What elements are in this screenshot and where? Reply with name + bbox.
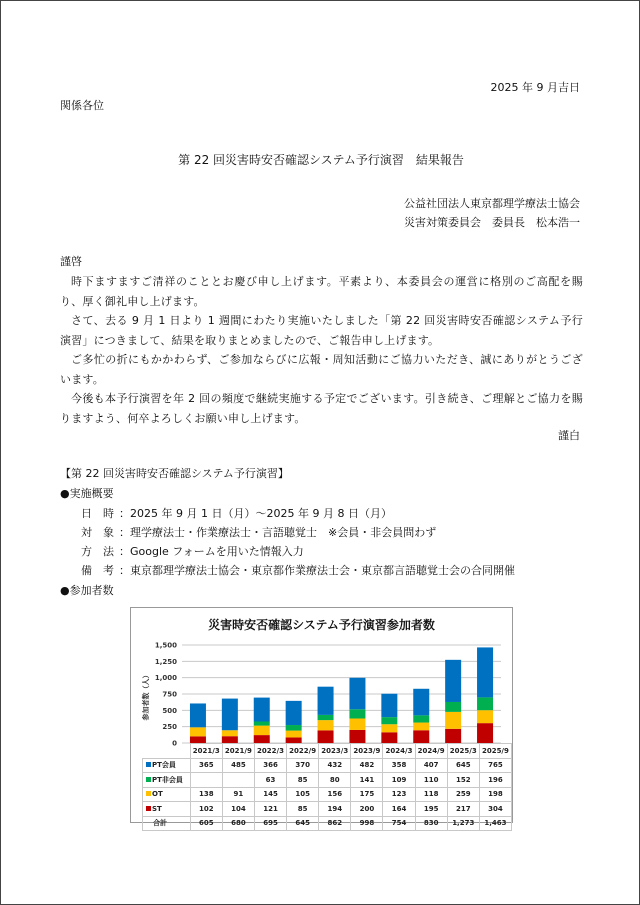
- data-label: 485: [222, 758, 254, 773]
- legend-entry: [143, 787, 191, 802]
- table-row: [143, 787, 512, 802]
- bar-segment-ST: [445, 729, 461, 743]
- y-tick-label: 0: [172, 739, 177, 748]
- document-date: 2025 年 9 月吉日: [490, 81, 580, 94]
- data-label: 194: [319, 802, 351, 817]
- data-label: 358: [383, 758, 415, 773]
- row-value: ：2025 年 9 月 1 日（月）～2025 年 9 月 8 日（月）: [119, 507, 392, 520]
- x-tick-label: 2023/3: [319, 744, 351, 759]
- y-axis-label: 参加者数（人）: [142, 671, 150, 721]
- x-tick-label: 2024/9: [415, 744, 447, 759]
- data-label: 765: [479, 758, 511, 773]
- y-tick-label: 250: [162, 723, 177, 732]
- sender-name: 災害対策委員会 委員長 松本浩一: [404, 216, 580, 229]
- y-tick-label: 1,250: [154, 657, 177, 666]
- overview-row-target: [81, 526, 436, 540]
- data-label: 862: [319, 816, 351, 831]
- addressee: 関係各位: [60, 99, 104, 112]
- summary-heading: 【第 22 回災害時安否確認システム予行演習】: [60, 467, 289, 480]
- data-label: 200: [351, 802, 383, 817]
- bar-segment-PT会員: [477, 647, 493, 697]
- bar-segment-OT: [254, 726, 270, 735]
- data-label: 366: [254, 758, 286, 773]
- data-label: 754: [383, 816, 415, 831]
- bar-segment-ST: [381, 732, 397, 743]
- data-label: 195: [415, 802, 447, 817]
- bar-segment-PT会員: [381, 694, 397, 717]
- data-label: 91: [222, 787, 254, 802]
- bar-segment-ST: [222, 736, 238, 743]
- bar-segment-OT: [222, 730, 238, 736]
- data-label: 109: [383, 773, 415, 788]
- bar-segment-PT非会員: [318, 715, 334, 720]
- data-label: 121: [254, 802, 286, 817]
- overview-row-notes: [81, 564, 515, 578]
- bar-segment-ST: [190, 736, 206, 743]
- body-paragraph: 今後も本予行演習を年 2 回の頻度で継続実施する予定でございます。引き続き、ご理解とご協力を賜りますよう、何卒よろしくお願い申し上げます。: [60, 392, 583, 425]
- bar-segment-ST: [318, 730, 334, 743]
- data-label: 259: [447, 787, 479, 802]
- bar-segment-PT会員: [222, 699, 238, 731]
- table-row: [143, 773, 512, 788]
- data-label: 1,463: [479, 816, 511, 831]
- bar-segment-OT: [286, 731, 302, 738]
- y-tick-label: 500: [162, 706, 177, 715]
- data-label: 196: [479, 773, 511, 788]
- legend-entry: [143, 802, 191, 817]
- x-tick-label: 2021/9: [222, 744, 254, 759]
- legend-entry: [143, 758, 191, 773]
- x-tick-label: 2021/3: [190, 744, 222, 759]
- bar-segment-ST: [413, 730, 429, 743]
- bar-segment-OT: [190, 727, 206, 736]
- chart-plot: [131, 608, 512, 748]
- y-tick-label: 1,500: [154, 641, 177, 650]
- data-label: 110: [415, 773, 447, 788]
- bar-segment-PT非会員: [381, 717, 397, 724]
- bar-segment-OT: [477, 710, 493, 723]
- bar-segment-PT会員: [190, 703, 206, 727]
- bar-segment-ST: [349, 730, 365, 743]
- data-label: 482: [351, 758, 383, 773]
- table-row: [143, 802, 512, 817]
- bar-segment-OT: [318, 720, 334, 730]
- body-paragraph: さて、去る 9 月 1 日より 1 週間にわたり実施いたしました「第 22 回災害時安否確認システム予行演習」につきまして、結果を取りまとめましたので、ご報告申し上げます。: [60, 314, 583, 347]
- data-label: 118: [415, 787, 447, 802]
- bar-segment-OT: [381, 724, 397, 732]
- data-label: 63: [254, 773, 286, 788]
- legend-label: 合計: [153, 819, 167, 828]
- legend-swatch: [146, 791, 151, 796]
- y-tick-label: 1,000: [154, 674, 177, 683]
- bar-segment-ST: [477, 723, 493, 743]
- bar-segment-PT会員: [286, 701, 302, 725]
- chart-data-table: [142, 743, 512, 831]
- data-label: 304: [479, 802, 511, 817]
- bar-segment-PT会員: [349, 678, 365, 709]
- row-label: 対 象: [81, 526, 114, 539]
- data-label: 217: [447, 802, 479, 817]
- legend-swatch: [146, 806, 151, 811]
- participants-heading: ●参加者数: [60, 584, 114, 597]
- legend-label: ST: [152, 804, 162, 813]
- data-label: 645: [287, 816, 319, 831]
- overview-row-method: [81, 545, 304, 559]
- data-label: 164: [383, 802, 415, 817]
- data-label: 102: [190, 802, 222, 817]
- bar-segment-OT: [413, 723, 429, 731]
- bar-segment-PT非会員: [286, 725, 302, 731]
- data-label: 141: [351, 773, 383, 788]
- data-label: 645: [447, 758, 479, 773]
- bar-segment-PT非会員: [477, 697, 493, 710]
- data-label: 123: [383, 787, 415, 802]
- table-corner: [143, 744, 191, 759]
- bar-segment-PT会員: [254, 698, 270, 722]
- data-label: 1,273: [447, 816, 479, 831]
- x-tick-label: 2025/9: [479, 744, 511, 759]
- letter-body: [60, 272, 583, 428]
- legend-entry: [143, 773, 191, 788]
- data-label: 407: [415, 758, 447, 773]
- data-label: 85: [287, 802, 319, 817]
- data-label: 145: [254, 787, 286, 802]
- data-label: 175: [351, 787, 383, 802]
- data-label: 152: [447, 773, 479, 788]
- x-tick-label: 2023/9: [351, 744, 383, 759]
- data-label: 138: [190, 787, 222, 802]
- bar-segment-PT非会員: [254, 722, 270, 726]
- bar-segment-PT非会員: [349, 709, 365, 718]
- data-label: 605: [190, 816, 222, 831]
- data-label: [190, 773, 222, 788]
- bar-segment-OT: [445, 712, 461, 729]
- row-label: 方 法: [81, 545, 114, 558]
- data-label: 830: [415, 816, 447, 831]
- overview-row-datetime: [81, 507, 392, 521]
- legend-label: PT会員: [152, 761, 176, 770]
- data-label: 85: [287, 773, 319, 788]
- data-label: 80: [319, 773, 351, 788]
- legend-label: OT: [152, 790, 163, 799]
- row-label: 備 考: [81, 564, 114, 577]
- overview-heading: ●実施概要: [60, 487, 114, 500]
- legend-label: PT非会員: [152, 775, 183, 784]
- x-tick-label: 2022/3: [254, 744, 286, 759]
- data-label: 695: [254, 816, 286, 831]
- row-value: ：理学療法士・作業療法士・言語聴覚士 ※会員・非会員問わず: [119, 526, 437, 539]
- data-label: 432: [319, 758, 351, 773]
- participants-chart: [130, 607, 513, 828]
- x-tick-label: 2024/3: [383, 744, 415, 759]
- chart-title: 災害時安否確認システム予行演習参加者数: [208, 618, 435, 632]
- sender-organization: 公益社団法人東京都理学療法士協会: [404, 197, 580, 210]
- x-tick-label: 2025/3: [447, 744, 479, 759]
- bar-segment-PT会員: [413, 689, 429, 716]
- bar-segment-ST: [254, 735, 270, 743]
- opening-salutation: 謹啓: [60, 255, 82, 268]
- data-label: [222, 773, 254, 788]
- row-value: ：東京都理学療法士協会・東京都作業療法士会・東京都言語聴覚士会の合同開催: [119, 564, 515, 577]
- bar-segment-PT会員: [445, 660, 461, 702]
- closing-salutation: 謹白: [558, 429, 580, 442]
- body-paragraph: 時下ますますご清祥のこととお慶び申し上げます。平素より、本委員会の運営に格別のご高配を賜り、厚く御礼申し上げます。: [60, 275, 583, 308]
- bar-segment-PT非会員: [413, 715, 429, 722]
- row-value: ：Google フォームを用いた情報入力: [119, 545, 304, 558]
- data-label: 370: [287, 758, 319, 773]
- table-row: [143, 816, 512, 831]
- bar-segment-PT会員: [318, 687, 334, 715]
- data-label: 105: [287, 787, 319, 802]
- data-label: 365: [190, 758, 222, 773]
- body-paragraph: ご多忙の折にもかかわらず、ご参加ならびに広報・周知活動にご協力いただき、誠にありがとうございます。: [60, 353, 583, 386]
- bar-segment-PT非会員: [445, 702, 461, 712]
- table-header-row: [143, 744, 512, 759]
- data-label: 198: [479, 787, 511, 802]
- legend-swatch: [146, 762, 151, 767]
- legend-swatch: [146, 777, 151, 782]
- data-label: 156: [319, 787, 351, 802]
- data-label: 998: [351, 816, 383, 831]
- x-tick-label: 2022/9: [287, 744, 319, 759]
- y-tick-label: 750: [162, 690, 177, 699]
- document-title: 第 22 回災害時安否確認システム予行演習 結果報告: [178, 153, 464, 167]
- data-label: 680: [222, 816, 254, 831]
- row-label: 日 時: [81, 507, 114, 520]
- legend-entry: [143, 816, 191, 831]
- data-label: 104: [222, 802, 254, 817]
- bar-segment-OT: [349, 719, 365, 730]
- table-row: [143, 758, 512, 773]
